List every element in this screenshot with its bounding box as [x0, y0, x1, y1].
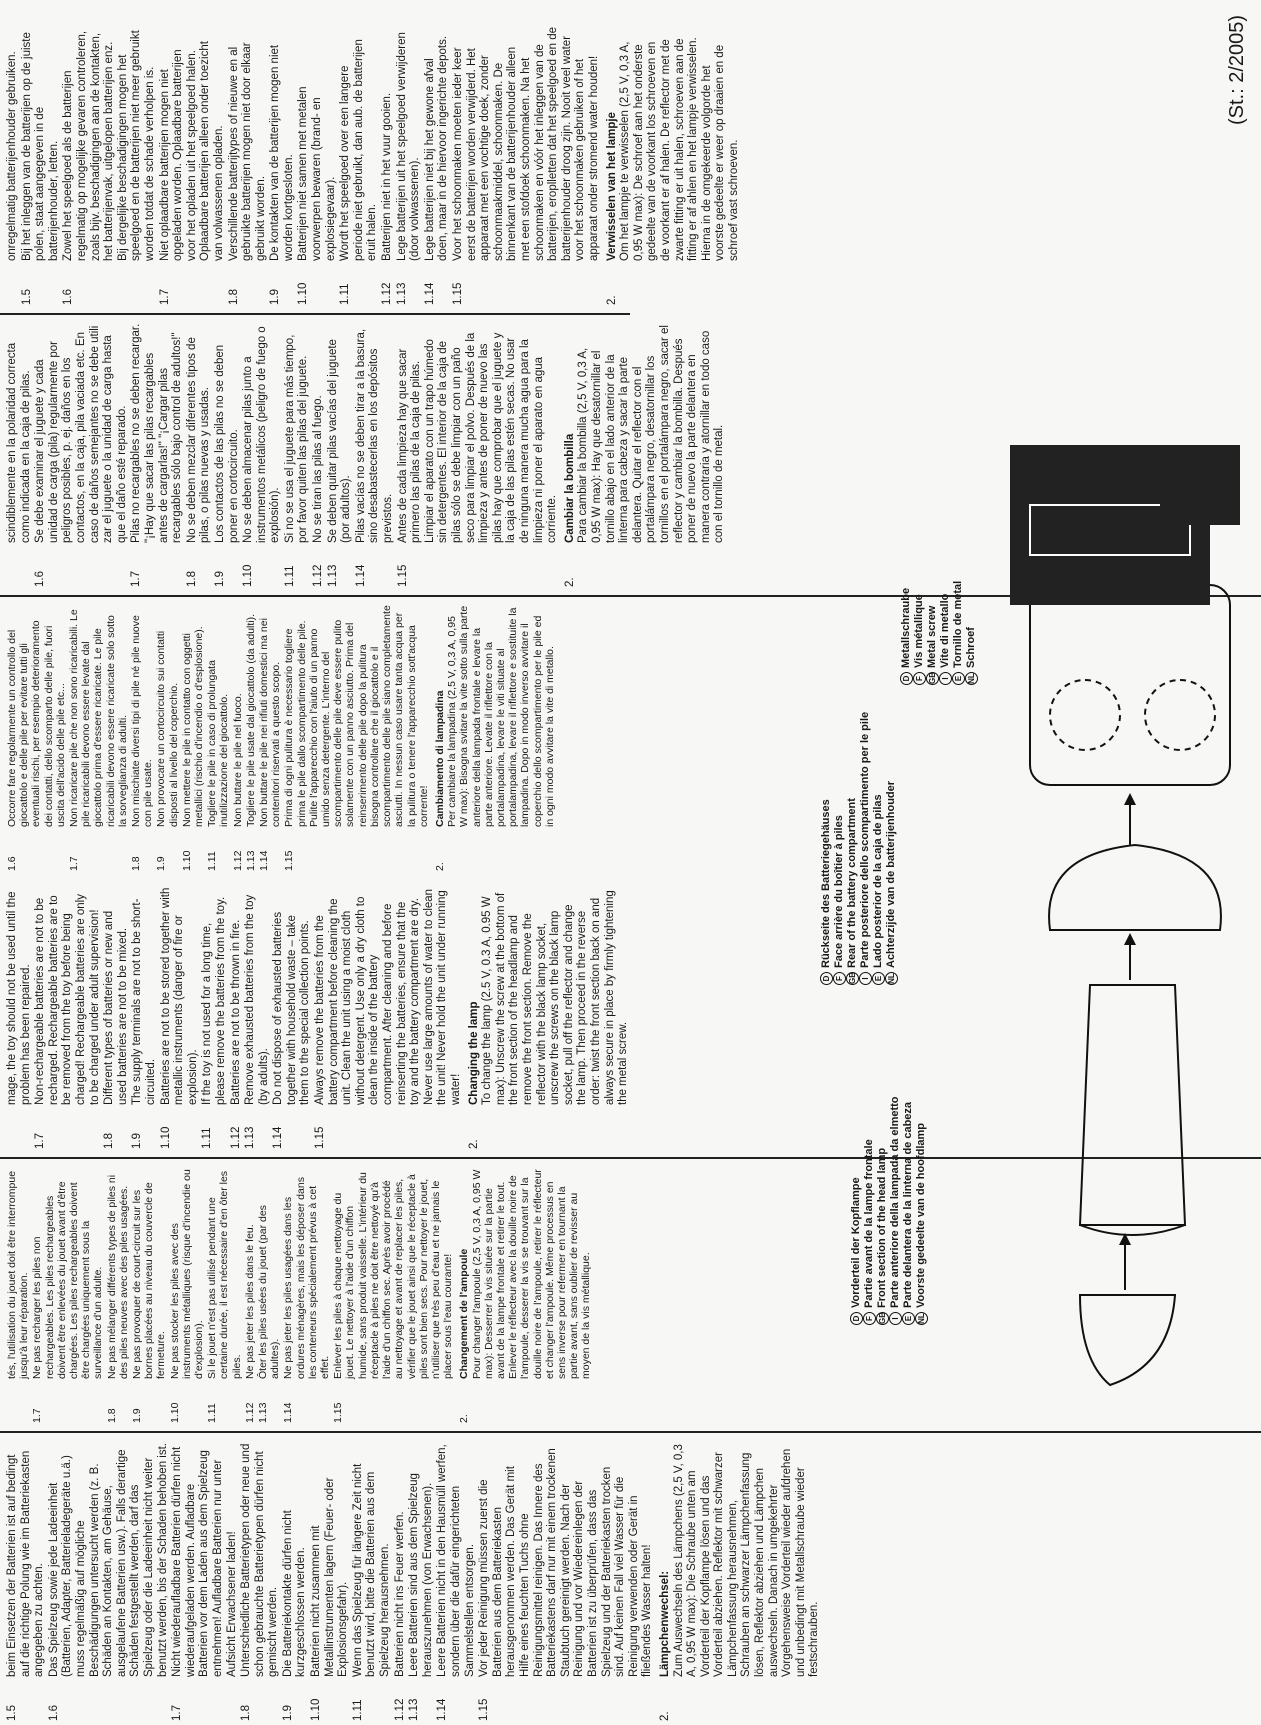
list-item: [230, 887, 244, 1149]
legend-label: Voorste gedeelte van de hoofdlamp: [915, 1123, 928, 1308]
item-number: 1.11: [351, 1699, 364, 1721]
list-item: [240, 1443, 281, 1721]
item-text: Ne pas recharger les piles non rechargeables. Les piles rechargeables doivent être enlevées du jouet avant d'être chargées. Les piles rechargeables doivent être chargées uniquement sous la surveillance d'un adulte.: [31, 1181, 105, 1379]
item-number: 1.12: [229, 1126, 242, 1149]
item-text: Ne pas provoquer de court-circuit sur les bornes placées au niveau du couvercle de fermeture.: [131, 1182, 168, 1379]
item-number: 1.7: [130, 571, 143, 587]
item-text: Antes de cada limpieza hay que sacar primero las pilas de la caja de pilas. Limpiar el aparato con un trapo húmedo sin detergentes. El interior de la caja de pilas sólo se debe limpiar con un paño seco para limpiar el polvo. Después de la limpieza y antes de poner de nuevo las pilas hay que comprobar que el juguete y la caja de las pilas estén secas. No usar de ninguna manera mucha agua para la limpieza ni poner el aparato en agua corriente.: [396, 332, 559, 543]
item-text: Togliere le pile usate dal giocattolo (da adulti).: [244, 613, 257, 827]
item-number: 1.10: [297, 282, 310, 305]
list-item: [397, 323, 560, 587]
legend-row: [885, 712, 898, 985]
lens-shape: [1080, 1295, 1175, 1385]
list-item: [283, 605, 429, 871]
list-item: [214, 323, 241, 587]
list-item: 1.6 Occorre fare regolarmente un controllo del giocattolo e delle pile per evitare tutti gli eventuali rischi, per esempio deterioramento dei contatti, dello scomparto delle pile, fuori uscita dell'acido delle pile etc...: [6, 620, 67, 871]
item-text: Batterijen niet samen met metalen voorwerpen bewaren (brand- en explosiegevaar).: [297, 86, 337, 261]
lamp-section: 2. Verwisselen van het lampje Om het lampje te verwisselen (2,5 V, 0,3 A, 0,95 W max): De schroef aan het onderste gedeelte van de voorkant los schroeven en de voorkant er af halen. De reflector met de zwarte fitting er uit halen, schroeven aan de fitting er af ahlen en het lampje verwisselen. Hierna in de omgekeerde volgorde het voorste gedeelte er weer op draaien en de schroef vast schroeven.: [605, 37, 740, 305]
legend-front-section: [850, 1096, 928, 1325]
item-text: Ne pas mélanger différents types de piles ni des piles neuves avec des piles usagées.: [105, 1174, 130, 1379]
language-code-icon: NL: [917, 1313, 926, 1324]
legend-label: Tornillo de metal: [952, 580, 965, 668]
legend-label: Metallschraube: [900, 587, 913, 668]
item-text: Non ricaricare pile che non sono ricaricabili. Le pile ricaricabili devono essere levate dal giocattolo prima d'essere ricaricate. Le pile ricaricabili devono essere ricaricate solo sotto la sorveglianza di adulti.: [68, 609, 129, 827]
list-item: [34, 887, 102, 1149]
list-item: [436, 1443, 477, 1721]
item-text: Ne pas stocker les piles avec des instruments métalliques (risque d'incendie ou d'explosion).: [168, 1169, 206, 1379]
lamp-section: 2. Changing the lamp To change the lamp (2.5 V, 0.3 A, 0.95 W max): Unscrew the screw at the bottom of the front section of the headlamp and remove the front section. Remove the reflector with the black lamp socket, unscrew the screws on the black lamp socket, pull off the reflector and change the lamp. Then proceed in the reverse order: twist the front section back on and always secure in place by firmly tightening the metal screw.: [467, 890, 630, 1149]
legend-row: [913, 581, 926, 685]
battery-circle: [1145, 680, 1215, 750]
item-text: Ôter les piles usées du jouet (par des adultes).: [257, 1205, 282, 1379]
item-number: 1.11: [206, 851, 219, 871]
item-number: 1.13: [244, 850, 257, 871]
item-text: Prima di ogni pulitura è necessario togliere prima le pile dallo scompartimento delle pile. Pulite l'apparecchio con l'aiuto di un panno umido senza detergente. L'interno del scompartimento delle pile deve essere pulito solamente con un panno asciutto. Prima del reinserimento delle pile dopo la pulitura bisogna controllare che il giocattolo e il scompartimento delle pile siano completamente asciutti. In nessun caso usare tanta acqua per la pulitura o tenere l'apparecchio sott'acqua corrente!: [283, 605, 430, 827]
language-code-icon: F: [833, 972, 846, 985]
list-item: [257, 1167, 281, 1423]
column-divider: [0, 313, 630, 315]
item-text: No se deben mezclar diferentes tipos de pilas, o pilas nuevas y usadas.: [185, 337, 212, 543]
list-item: [31, 1167, 104, 1423]
legend-row: [915, 1096, 928, 1325]
list-item: [186, 323, 213, 587]
item-number: 1.13: [326, 564, 339, 587]
item-number: 1.9: [131, 1133, 144, 1149]
legend-row: [820, 712, 833, 985]
list-item: [201, 887, 228, 1149]
battery-housing: [1030, 585, 1230, 785]
legend-label: Face arrière du boîtier à piles: [833, 815, 846, 968]
item-number: 1.7: [34, 1133, 47, 1149]
list-item: [381, 27, 395, 305]
item-text: Pilas vacías no se deben tirar a la basura, sino desabastecerlas en los depósitos previstos.: [354, 328, 395, 543]
arrow-head: [1124, 933, 1136, 945]
list-item: [244, 1167, 256, 1423]
item-number: 1.12: [381, 282, 394, 305]
item-text: Si no se usa el juguete para más tiempo, por favor quiten las pilas del juguete.: [283, 334, 310, 543]
item-number: 1.7: [171, 1705, 184, 1721]
list-item: [106, 1167, 130, 1423]
item-text: Ne pas jeter les piles dans le feu.: [243, 1224, 256, 1379]
item-text: Batterien nicht zusammen mit Metallinstrumenten lagern (Feuer- oder Explosionsgefahr).: [310, 1477, 350, 1677]
item-text: Batteries are not to be stored together with metallic instruments (danger of fire or explosion).: [159, 887, 199, 1105]
headlamp-diagram: [780, 445, 1240, 1545]
list-item: tés, l'utilisation du jouet doit être interrompue jusqu'à leur réparation.: [6, 1170, 31, 1379]
item-number: 1.13: [395, 282, 408, 305]
item-number: 1.12: [312, 564, 325, 587]
list-item: [282, 1167, 331, 1423]
item-number: 1.10: [310, 1698, 323, 1721]
item-number: 1.8: [105, 1408, 118, 1423]
item-number: 1.9: [155, 856, 168, 871]
list-item: [206, 1167, 243, 1423]
item-text: Non-rechargeable batteries are not to be recharged. Rechargeable batteries are to be removed from the toy before being charged! Rechargeable batteries are only to be charged under adult supervision!: [34, 894, 101, 1105]
item-number: 1.7: [31, 1408, 44, 1423]
legend-label: Metal screw: [926, 605, 939, 668]
item-number: 1.8: [240, 1705, 253, 1721]
legend-label: Vorderteil der Kopflampe: [850, 1177, 863, 1308]
item-number: 1.8: [130, 856, 143, 871]
list-item: [232, 605, 244, 871]
arrow-head: [1124, 793, 1136, 805]
legend-label: Parte delantera de la linterna de cabeza: [902, 1101, 915, 1308]
language-code-icon: I: [859, 972, 872, 985]
item-text: Voor het schoonmaken moeten ieder keer eerst de batterijen worden verwijderd. Het apparaat met een vochtige doek, zonder schoonmaakmiddel, schoonmaken. De binnenkant van de batterijenhouder alleen met een stofdoek schoonmaken. Na het schoonmaken en vóór het inleggen van de batterijen, eroplletten dat het speelgoed en de batterijenhouder droog zijn. Nooit veel water voor het schoonmaken gebruiken of het apparaat onder stromend water houden!: [452, 26, 600, 261]
legend-row: [902, 1096, 915, 1325]
item-number: 1.7: [68, 856, 81, 871]
item-text: Leere Batterien nicht in den Hausmüll werfen, sondern über die dafür eingerichteten Sammelstellen entsorgen.: [436, 1444, 476, 1677]
legend-label: Lado posterior de la caja de pilas: [872, 794, 885, 968]
item-number: 1.5: [20, 289, 33, 305]
list-item: scindiblemente en la polaridad correcta como indicada en la caja de pilas.: [6, 342, 32, 543]
list-item: [244, 887, 271, 1149]
list-item: [424, 27, 451, 305]
item-text: Leere Batterien sind aus dem Spielzeug herauszunehmen (von Erwachsenen).: [408, 1473, 434, 1677]
language-code-icon: D: [900, 672, 913, 685]
list-item: [242, 323, 283, 587]
item-text: Pilas no recargables no se deben recargar. "¡Hay que sacar las pilas recargables antes de cargarlas!" "¡Cargar pilas recargables sólo bajo control de adultos!": [130, 323, 184, 543]
list-item: [62, 27, 157, 305]
language-code-icon: D: [820, 972, 833, 985]
item-number: 1.6: [34, 571, 47, 587]
legend-label: Rear of the battery compartment: [846, 798, 859, 968]
item-text: De kontakten van de batterijen mogen niet worden kortgesloten.: [269, 44, 295, 261]
footer-code: (St.: 2/2005): [1226, 14, 1248, 125]
item-number: 1.14: [272, 1126, 285, 1149]
item-text: Unterschiedliche Batterietypen oder neue und schon gebrauchte Batterietypen dürfen nicht gemischt werden.: [240, 1443, 280, 1677]
list-item: [160, 887, 201, 1149]
item-number: 1.13: [257, 1402, 270, 1423]
list-item: [21, 27, 62, 305]
language-code-icon: NL: [887, 973, 896, 984]
list-item: [68, 605, 129, 871]
legend-row: [939, 581, 952, 685]
item-number: 1.11: [339, 283, 352, 305]
item-text: Niet oplaadbare batterijen mogen niet opgeladen worden. Oplaadbare batterijen voor het opladen uit het speelgoed halen. Oplaadbare batterijen alleen onder toezicht van volwassenen opladen.: [158, 41, 225, 261]
french-items: [31, 1167, 454, 1423]
item-number: 1.10: [242, 564, 255, 587]
legend-row: [952, 581, 965, 685]
list-item: onregelmatig batterijenhouder gebruiken.: [6, 51, 18, 261]
item-text: Zowel het speelgoed als de batterijen regelmatig op mogelijke gevaren controleren, zoals bijv. beschadigingen aan de kontakten, het batterijenvak, uitgelopen batterijen enz. Bij dergelijke beschadigingen mogen het speelgoed en de batterijen niet meer gebruikt worden totdat de schade verholpen is.: [62, 30, 156, 261]
list-item: [34, 323, 129, 587]
item-number: 1.10: [180, 850, 193, 871]
item-text: Non mettere le pile in contatto con oggetti metallici (rischio d'incendio o d'esplosione).: [180, 626, 206, 827]
legend-rear-compartment: [820, 712, 898, 985]
legend-label: Front section of the head lamp: [876, 1147, 889, 1308]
list-item: [452, 27, 602, 305]
legend-row: [833, 712, 846, 985]
list-item: [269, 27, 296, 305]
legend-row: [900, 581, 913, 685]
item-number: 1.10: [159, 1126, 172, 1149]
list-item: [159, 27, 227, 305]
item-number: 1.13: [408, 1698, 421, 1721]
language-code-icon: GB: [928, 672, 937, 684]
legend-label: Rückseite des Batteriegehäuses: [820, 799, 833, 968]
language-code-icon: GB: [848, 972, 857, 984]
item-number: 1.14: [436, 1698, 449, 1721]
list-item: mage, the toy should not be used until the problem has been repaired.: [6, 891, 32, 1105]
list-item: [48, 1443, 170, 1721]
list-item: [408, 1443, 435, 1721]
item-number: 1.8: [227, 289, 240, 305]
legend-row: [876, 1096, 889, 1325]
item-text: Wordt het speelgoed over een langere periode niet gebruikt, dan aub. de batterijen eruit halen.: [339, 39, 379, 261]
lamp-section: 2. Cambiar la bombilla Para cambiar la bombilla (2,5 V, 0,3 A, 0,95 W max): Hay que desatornillar el tornillo abajo en el lado anterior de la linterna para cabeza y sacar la parte delantera. Quitar el reflector con el portalámpara negro, desatornillar los tornillos en el portalámpara negro, sacar el reflector y cambiar la bombilla. Después poner de nuevo la parte delantera en manera contraria y atornillar en todo caso con el tornillo de metal.: [563, 325, 726, 587]
language-code-icon: F: [863, 1312, 876, 1325]
list-item: [327, 323, 354, 587]
legend-label: Partie avant de la lampe frontale: [863, 1139, 876, 1308]
list-item: [130, 323, 184, 587]
item-number: 1.15: [478, 1698, 491, 1721]
dutch-items: [21, 27, 602, 305]
item-number: 1.14: [354, 564, 367, 587]
item-text: Non buttare le pile nei rifiuti domestici ma nei contenitori riservati a questo scopo.: [258, 618, 283, 827]
language-code-icon: I: [889, 1312, 902, 1325]
list-item: [284, 323, 311, 587]
item-number: 1.11: [201, 1127, 214, 1149]
list-item: [339, 27, 380, 305]
list-item: [181, 605, 205, 871]
language-code-icon: E: [872, 972, 885, 985]
list-item: [314, 887, 464, 1149]
item-number: 1.9: [269, 289, 282, 305]
item-number: 1.12: [243, 1402, 256, 1423]
language-code-icon: E: [952, 672, 965, 685]
dutch-column: [0, 21, 1261, 311]
item-text: Die Batteriekontakte dürfen nicht kurzgeschlossen werden.: [281, 1510, 308, 1677]
item-text: Non provocare un cortocircuito sui contatti disposti al livello del coperchio.: [155, 630, 180, 827]
language-code-icon: GB: [878, 1312, 887, 1324]
legend-row: [926, 581, 939, 685]
legend-label: Parte posteriore dello scompartimento per le pile: [859, 711, 872, 968]
headlamp-drawing: [780, 445, 1240, 1545]
legend-metal-screw: [900, 581, 978, 685]
item-number: 1.15: [396, 564, 409, 587]
reflector-shape: [1080, 985, 1185, 1225]
list-item: [130, 605, 154, 871]
legend-row: [863, 1096, 876, 1325]
lamp-section: 2. Changement de l'ampoule Pour changer l'ampoule (2,5 V, 0,3 A, 0,95 W max): Desserrer la vis située sur la partie avant de la lampe frontale et retirer le tout. Enlever le réflecteur avec la douille noire de l'ampoule, desserer la vis se trouvant sur la douille noire de l'ampoule, retirer le réflecteur et changer l'ampoule. Même processus en sens inverse pour refermer en tournant la partie avant, sans oublier de revisser au moyen de la vis métallique.: [458, 1169, 593, 1423]
legend-row: [846, 712, 859, 985]
item-number: 1.14: [258, 850, 271, 871]
item-number: 1.8: [185, 571, 198, 587]
language-code-icon: F: [913, 672, 926, 685]
item-text: Los contactos de las pilas no se deben poner en cortocircuito.: [213, 344, 240, 543]
item-text: Non mischiate diversi tipi di pile né pile nuove con pile usate.: [130, 615, 155, 827]
item-text: Batteries are not to be thrown in fire.: [229, 919, 242, 1105]
legend-row: [850, 1096, 863, 1325]
language-code-icon: I: [939, 672, 952, 685]
list-item: [312, 323, 326, 587]
item-number: 1.11: [283, 565, 296, 587]
item-text: Nicht wiederaufladbare Batterien dürfen nicht wiederaufgeladen werden. Aufladbare Batterien vor dem Laden aus dem Spielzeug entnehmen! Aufladbare Batterien nur unter Aufsicht Erwachsener laden!: [171, 1446, 238, 1677]
item-number: 1.11: [206, 1403, 219, 1423]
battery-circle: [1050, 680, 1120, 750]
item-number: 1.14: [423, 282, 436, 305]
item-text: Non buttare le pile nel fuoco.: [231, 693, 244, 827]
list-item: [103, 887, 130, 1149]
item-text: Das Spielzeug sowie jede Ladeeinheit (Batterien, Adapter, Batterieladegeräte u.ä.) muss regelmäßig auf mögliche Beschädigungen untersucht werden (z. B. Schäden an Kontakten, am Gehäuse, ausgelaufene Batterien usw.). Falls derartige Schäden festgestellt werden, darf das Spielzeug oder die Ladeeinheit nicht weiter benutzt werden, bis der Schaden behoben ist.: [47, 1443, 169, 1677]
list-item: [355, 323, 396, 587]
item-number: 1.12: [231, 850, 244, 871]
spanish-items: [34, 323, 560, 587]
list-item: 1.5 beim Einsetzen der Batterien ist auf bedingt auf die richtige Polung wie im Batteriekasten angegeben zu achten.: [6, 1450, 46, 1721]
item-text: No se tiran las pilas al fuego.: [312, 395, 325, 543]
item-number: 1.14: [282, 1402, 295, 1423]
item-text: Enlever les piles à chaque nettoyage du jouet. Le nettoyer à l'aide d'un chiffon humide, sans produit vaisselle. L'intérieur du réceptacle à piles ne doit être nettoyé qu'à l'aide d'un chiffon sec. Après avoir procédé au nettoyage et avant de replacer les piles, vérifier que le jouet ainsi que le réceptacle à piles sont bien secs. Pour nettoyer le jouet, n'utiliser que très peu d'eau et ne jamais le placer sous l'eau courante!: [332, 1172, 455, 1379]
list-item: [169, 1167, 206, 1423]
item-text: Lege batterijen niet bij het gewone afval doen, maar in de hiervoor ingerichte depots.: [423, 35, 450, 261]
front-section-shape: [1049, 845, 1221, 930]
list-item: [272, 887, 313, 1149]
list-item: [297, 27, 338, 305]
reflector-cap: [1080, 1225, 1185, 1235]
item-text: Si le jouet n'est pas utilisé pendant une certaine durée, il est nécessaire d'en ôter les piles.: [206, 1170, 243, 1379]
legend-label: Parte anteriore della lampada da elmetto: [889, 1096, 902, 1308]
list-item: [131, 1167, 168, 1423]
item-number: 1.9: [213, 571, 226, 587]
list-item: [352, 1443, 393, 1721]
english-items: [34, 887, 463, 1149]
legend-label: Vis métallique: [913, 594, 926, 668]
german-items: [48, 1443, 655, 1721]
item-number: 1.8: [103, 1133, 116, 1149]
item-text: Bij het inleggen van de batterijen op de juiste polen, staat aangegeven in de batterijenhouder, letten.: [20, 32, 60, 261]
item-text: The supply terminals are not to be short-circuited.: [131, 898, 157, 1105]
list-item: [171, 1443, 239, 1721]
strap-upper: [1160, 445, 1240, 525]
item-text: No se deben almacenar pilas junto a instrumentos metálicos (peligro de fuego o explosión).: [242, 326, 282, 543]
item-text: Lege batterijen uit het speelgoed verwijderen (door volwassenen).: [395, 32, 422, 261]
italian-items: [68, 605, 430, 871]
item-text: Always remove the batteries from the battery compartment before cleaning the unit. Clean the unit using a moist cloth without detergent. Use only a dry cloth to clean the inside of the battery compartment. After cleaning and before reinserting the batteries, ensure that the toy and the battery compartment are dry. Never use large amounts of water to clean the unit! Never hold the unit under running water!: [314, 888, 462, 1105]
list-item: [394, 1443, 408, 1721]
item-text: Togliere le pile in caso di prolungata inutilizzazione del giocattolo.: [206, 660, 231, 827]
list-item: [155, 605, 179, 871]
list-item: [245, 605, 257, 871]
item-number: 1.12: [393, 1698, 406, 1721]
item-number: 1.15: [332, 1402, 345, 1423]
item-text: Wenn das Spielzeug für längere Zeit nicht benutzt wird, bitte die Batterien aus dem Spielzeug herausnehmen.: [351, 1463, 392, 1677]
item-text: Remove exhausted batteries from the toy (by adults).: [244, 894, 270, 1105]
item-text: Do not dispose of exhausted batteries together with household waste – take them to the special collection points.: [272, 911, 312, 1105]
item-number: 1.9: [281, 1705, 294, 1721]
item-number: 1.9: [131, 1408, 144, 1423]
item-number: 1.15: [283, 850, 296, 871]
legend-row: [965, 581, 978, 685]
legend-row: [872, 712, 885, 985]
item-text: Se debe examinar el juguete y cada unidad de carga (pila) regularmente por peligros posibles, p. ej. daños en los contactos, en la caja, pila vaciada etc. En caso de daños semejantes no se debe utili zar el juguete o la unidad de carga hasta que el daño esté reparado.: [34, 325, 128, 543]
list-item: [206, 605, 230, 871]
legend-label: Achterzijde van de batterijenhouder: [885, 780, 898, 968]
legend-label: Schroef: [965, 627, 978, 668]
item-text: Vor jeder Reinigung müssen zuerst die Batterien aus dem Batteriekasten herausgenommen werden. Das Gerät mit Hilfe eines feuchten Tuchs ohne Reinigungsmittel reinigen. Das Innere des Batteriekastens darf nur mit einem trockenen Staubtuch gereinigt werden. Nach der Reinigung und vor Wiedereinlegen der Batterien ist zu überprüfen, dass das Spielzeug und der Batteriekasten trocken sind. Auf keinen Fall viel Wasser für die Reinigung verwenden oder Gerät in fließendes Wasser halten!: [478, 1448, 654, 1677]
legend-label: Vite di metallo: [939, 593, 952, 668]
legend-row: [889, 1096, 902, 1325]
language-code-icon: NL: [967, 673, 976, 684]
item-number: 1.10: [168, 1402, 181, 1423]
item-number: 1.15: [452, 282, 464, 305]
list-item: [228, 27, 269, 305]
list-item: [332, 1167, 454, 1423]
item-text: Batterien nicht ins Feuer werfen.: [393, 1511, 406, 1677]
item-text: Different types of batteries or new and used batteries are not to be mixed.: [103, 910, 129, 1105]
lamp-section: 2. Cambiamento di lampadina Per cambiare la lampadina (2,5 V, 0,3 A, 0,95 W max): Bisogna svitare la vite sotto sulla parte anteriore della lampada frontale e levare la parte anteriore. Levate il riflettore con la portalampadina, levare le viti situate al portalampadina, levare il riflettore e sostituite la lampadina. Dopo in modo inverso avvitare il coperchio dello scompartimento per le pile ed in ogni modo avvitare la vite di metallo.: [433, 605, 556, 871]
list-item: [478, 1443, 655, 1721]
list-item: [258, 605, 282, 871]
list-item: [396, 27, 423, 305]
item-number: 1.7: [158, 289, 171, 305]
item-number: 1.6: [62, 289, 75, 305]
item-text: Verschillende batterijtypes of nieuwe en al gebruikte batterijen mogen niet door elkaar gebruikt worden.: [227, 42, 267, 261]
list-item: [131, 887, 158, 1149]
item-number: 1.15: [314, 1126, 327, 1149]
item-text: If the toy is not used for a long time, please remove the batteries from the toy.: [201, 896, 227, 1105]
list-item: [310, 1443, 351, 1721]
item-text: Batterijen niet in het vuur gooien.: [381, 92, 394, 261]
list-item: [282, 1443, 309, 1721]
lamp-section: 2. Lämpchenwechsel: Zum Auswechseln des Lämpchens (2,5 V, 0,3 A, 0,95 W max): Die Schraube unten am Vorderteil der Kopflampe lösen und das Vorderteil abziehen. Reflektor mit schwarzer Lämpchenfassung herausnehmen, Schrauben an schwarzer Lämpchenfassung lösen, Reflektor abziehen und Lämpchen auswechseln. Danach in umgekehrter Vorgehensweise Vorderteil wieder aufdrehen und unbedingt mit Metallschraube wieder festschrauben.: [658, 1444, 821, 1721]
item-text: Ne pas jeter les piles usagées dans les ordures ménagères, mais les déposer dans les conteneurs spécialement prévus à cet effet.: [282, 1177, 332, 1379]
item-number: 1.6: [47, 1705, 60, 1721]
language-code-icon: D: [850, 1312, 863, 1325]
legend-row: [859, 712, 872, 985]
language-code-icon: E: [902, 1312, 915, 1325]
item-text: Se deben quitar pilas vacías del juguete (por adultos).: [326, 339, 353, 543]
item-number: 1.13: [244, 1126, 257, 1149]
